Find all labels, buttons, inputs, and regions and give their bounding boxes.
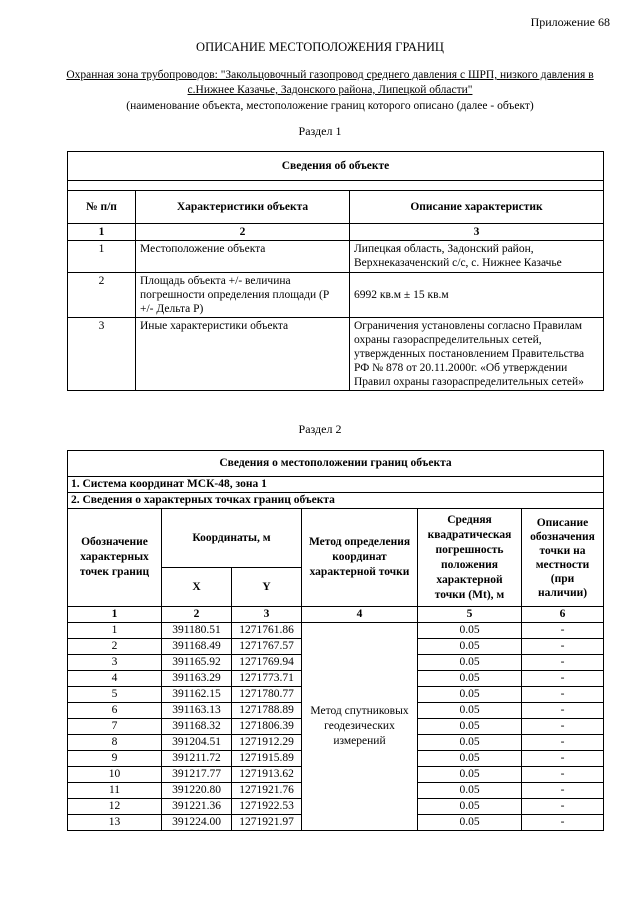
column-number: 6 bbox=[522, 607, 604, 623]
point-y: 1271761.86 bbox=[232, 623, 302, 639]
table-row bbox=[68, 273, 604, 318]
row-description: 6992 кв.м ± 15 кв.м bbox=[350, 273, 604, 318]
row-characteristic: Местоположение объекта bbox=[136, 241, 350, 273]
column-number: 1 bbox=[68, 224, 136, 241]
point-y: 1271769.94 bbox=[232, 655, 302, 671]
point-description: - bbox=[522, 719, 604, 735]
row-description: Ограничения установлены согласно Правилам охраны газораспределительных сетей, утвержденных постановлением Правительства РФ № 878 от 20.11.2000г. «Об утверждении Правил охраны газораспределительных сетей» bbox=[350, 318, 604, 391]
point-y: 1271806.39 bbox=[232, 719, 302, 735]
point-description: - bbox=[522, 799, 604, 815]
point-description: - bbox=[522, 751, 604, 767]
point-description: - bbox=[522, 815, 604, 831]
point-mt: 0.05 bbox=[418, 719, 522, 735]
object-info-table bbox=[67, 151, 604, 391]
section1-label: Раздел 1 bbox=[298, 124, 342, 138]
row-number: 1 bbox=[68, 241, 136, 273]
point-number: 10 bbox=[68, 767, 162, 783]
point-mt: 0.05 bbox=[418, 687, 522, 703]
point-x: 391168.32 bbox=[162, 719, 232, 735]
point-x: 391180.51 bbox=[162, 623, 232, 639]
point-x: 391162.15 bbox=[162, 687, 232, 703]
coordinate-system: 1. Система координат МСК-48, зона 1 bbox=[68, 477, 604, 493]
point-mt: 0.05 bbox=[418, 751, 522, 767]
spacer-row bbox=[68, 181, 604, 191]
point-mt: 0.05 bbox=[418, 815, 522, 831]
point-number: 9 bbox=[68, 751, 162, 767]
column-number: 2 bbox=[162, 607, 232, 623]
point-x: 391224.00 bbox=[162, 815, 232, 831]
point-number: 6 bbox=[68, 703, 162, 719]
object-caption: (наименование объекта, местоположение границ которого описано (далее - объект) bbox=[126, 100, 534, 112]
point-number: 13 bbox=[68, 815, 162, 831]
point-y: 1271915.89 bbox=[232, 751, 302, 767]
header-x: X bbox=[162, 568, 232, 607]
point-mt: 0.05 bbox=[418, 703, 522, 719]
point-y: 1271922.53 bbox=[232, 799, 302, 815]
header-cell: № п/п bbox=[68, 191, 136, 224]
point-x: 391204.51 bbox=[162, 735, 232, 751]
header-mt: Средняя квадратическая погрешность положения характерной точки (Mt), м bbox=[418, 509, 522, 607]
point-number: 4 bbox=[68, 671, 162, 687]
document-title: ОПИСАНИЕ МЕСТОПОЛОЖЕНИЯ ГРАНИЦ bbox=[196, 40, 444, 54]
point-number: 3 bbox=[68, 655, 162, 671]
object-name: Охранная зона трубопроводов: "Закольцовочный газопровод среднего давления с ШРП, низкого давления в с.Нижнее Казачье, Задонского района, Липецкой области" bbox=[66, 69, 594, 96]
method-value: Метод спутниковых геодезических измерений bbox=[302, 623, 418, 831]
point-description: - bbox=[522, 703, 604, 719]
header-cell: Характеристики объекта bbox=[136, 191, 350, 224]
point-mt: 0.05 bbox=[418, 655, 522, 671]
section2-label: Раздел 2 bbox=[298, 422, 342, 436]
row-characteristic: Площадь объекта +/- величина погрешности определения площади (Р +/- Дельта Р) bbox=[136, 273, 350, 318]
point-x: 391211.72 bbox=[162, 751, 232, 767]
column-number: 4 bbox=[302, 607, 418, 623]
point-y: 1271913.62 bbox=[232, 767, 302, 783]
point-y: 1271912.29 bbox=[232, 735, 302, 751]
point-description: - bbox=[522, 655, 604, 671]
boundary-points-table bbox=[67, 450, 604, 831]
point-mt: 0.05 bbox=[418, 799, 522, 815]
row-description: Липецкая область, Задонский район, Верхнеказаченский с/с, с. Нижнее Казачье bbox=[350, 241, 604, 273]
point-number: 1 bbox=[68, 623, 162, 639]
point-x: 391217.77 bbox=[162, 767, 232, 783]
point-number: 11 bbox=[68, 783, 162, 799]
point-x: 391163.29 bbox=[162, 671, 232, 687]
row-characteristic: Иные характеристики объекта bbox=[136, 318, 350, 391]
points-title: 2. Сведения о характерных точках границ объекта bbox=[68, 493, 604, 509]
row-number: 2 bbox=[68, 273, 136, 318]
point-description: - bbox=[522, 639, 604, 655]
header-method: Метод определения координат характерной точки bbox=[302, 509, 418, 607]
point-number: 12 bbox=[68, 799, 162, 815]
point-y: 1271921.97 bbox=[232, 815, 302, 831]
table-row bbox=[68, 318, 604, 391]
point-number: 5 bbox=[68, 687, 162, 703]
point-description: - bbox=[522, 767, 604, 783]
point-mt: 0.05 bbox=[418, 639, 522, 655]
point-description: - bbox=[522, 623, 604, 639]
point-description: - bbox=[522, 671, 604, 687]
header-y: Y bbox=[232, 568, 302, 607]
point-x: 391168.49 bbox=[162, 639, 232, 655]
point-y: 1271921.76 bbox=[232, 783, 302, 799]
point-x: 391165.92 bbox=[162, 655, 232, 671]
point-y: 1271788.89 bbox=[232, 703, 302, 719]
appendix-label: Приложение 68 bbox=[530, 15, 610, 29]
point-x: 391163.13 bbox=[162, 703, 232, 719]
table-row bbox=[68, 623, 604, 639]
point-mt: 0.05 bbox=[418, 783, 522, 799]
column-number: 2 bbox=[136, 224, 350, 241]
point-number: 7 bbox=[68, 719, 162, 735]
point-description: - bbox=[522, 687, 604, 703]
point-y: 1271773.71 bbox=[232, 671, 302, 687]
column-number: 5 bbox=[418, 607, 522, 623]
point-mt: 0.05 bbox=[418, 767, 522, 783]
table-title: Сведения об объекте bbox=[68, 152, 604, 181]
point-x: 391221.36 bbox=[162, 799, 232, 815]
header-point: Обозначение характерных точек границ bbox=[68, 509, 162, 607]
row-number: 3 bbox=[68, 318, 136, 391]
column-number: 3 bbox=[350, 224, 604, 241]
point-number: 8 bbox=[68, 735, 162, 751]
point-mt: 0.05 bbox=[418, 671, 522, 687]
header-coordinates: Координаты, м bbox=[162, 509, 302, 568]
point-description: - bbox=[522, 735, 604, 751]
table-row bbox=[68, 241, 604, 273]
point-y: 1271767.57 bbox=[232, 639, 302, 655]
point-mt: 0.05 bbox=[418, 735, 522, 751]
point-number: 2 bbox=[68, 639, 162, 655]
point-y: 1271780.77 bbox=[232, 687, 302, 703]
column-number: 3 bbox=[232, 607, 302, 623]
point-mt: 0.05 bbox=[418, 623, 522, 639]
point-description: - bbox=[522, 783, 604, 799]
point-x: 391220.80 bbox=[162, 783, 232, 799]
header-description: Описание обозначения точки на местности (при наличии) bbox=[522, 509, 604, 607]
column-number: 1 bbox=[68, 607, 162, 623]
header-cell: Описание характеристик bbox=[350, 191, 604, 224]
table-title: Сведения о местоположении границ объекта bbox=[68, 451, 604, 477]
